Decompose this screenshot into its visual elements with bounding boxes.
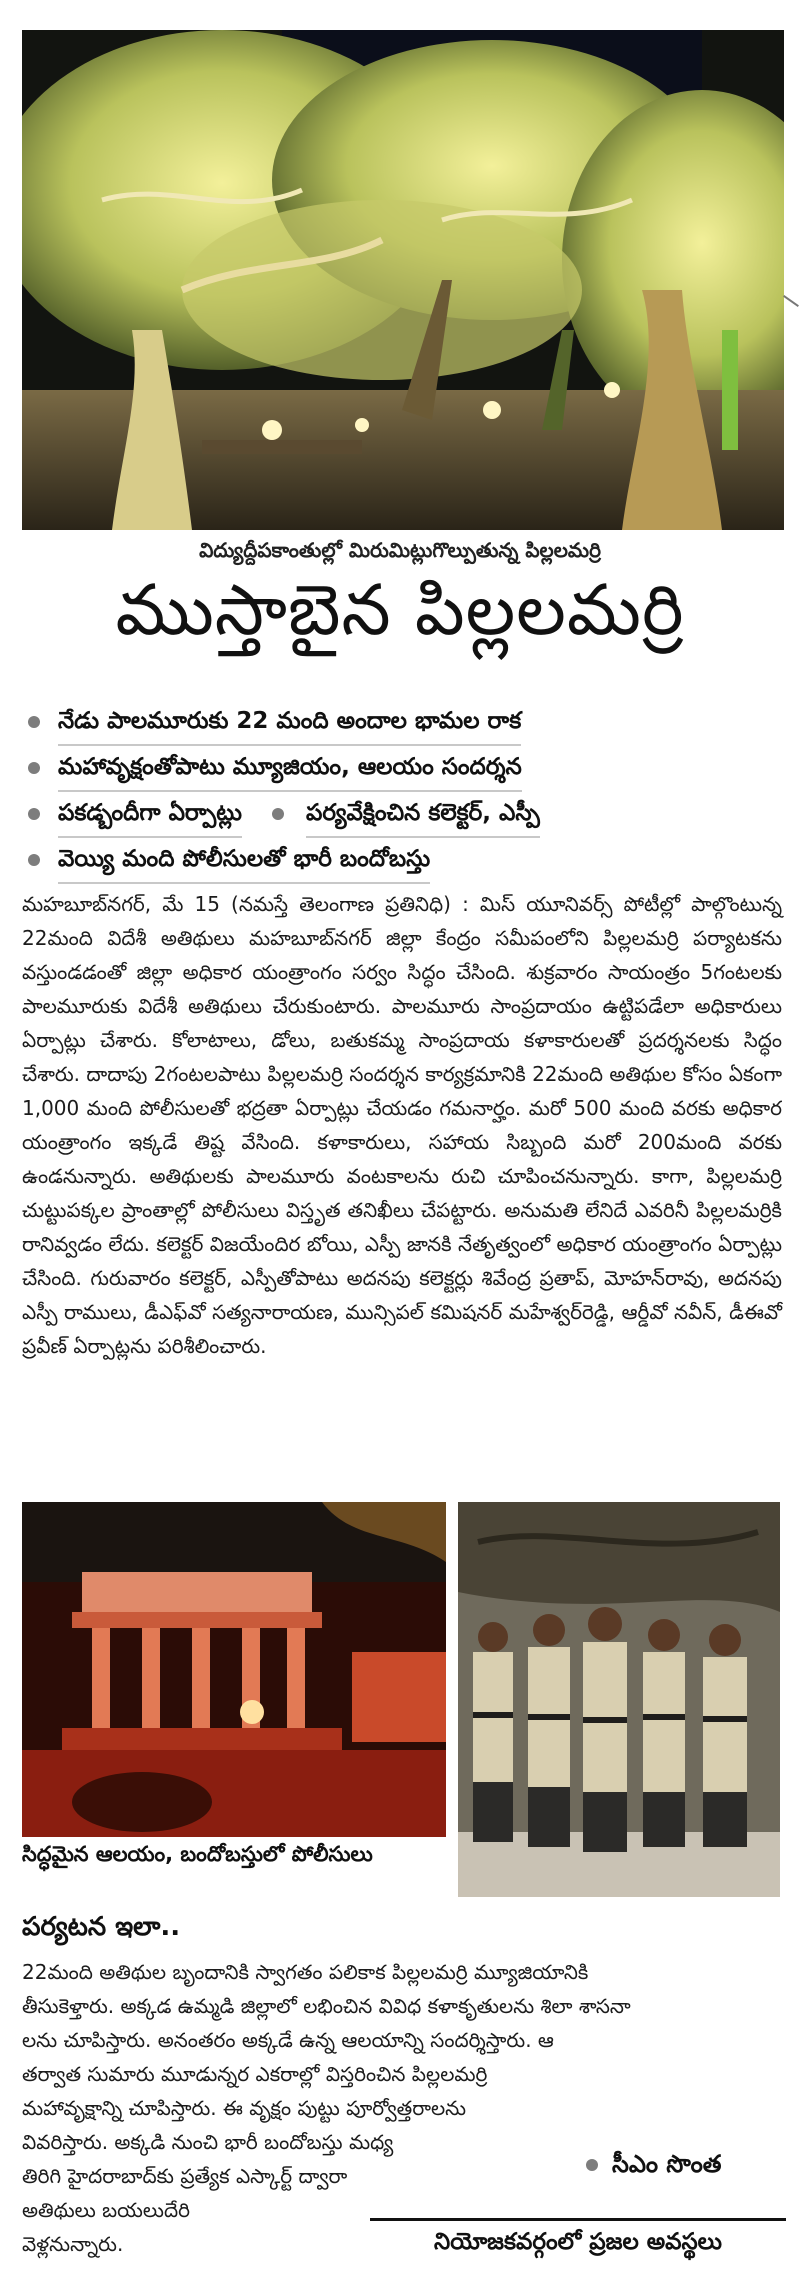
related-story-teaser: [586, 2150, 786, 2184]
bullet-item: [22, 838, 782, 884]
temple-photo-drawing: [22, 1502, 446, 1837]
photo-caption: సిద్ధమైన ఆలయం, బందోబస్తులో పోలీసులు: [22, 1842, 373, 1866]
bullet-item: [22, 792, 782, 838]
article-body: మహబూబ్‌నగర్, మే 15 (నమస్తే తెలంగాణ ప్రతినిధి) : మిస్ యూనివర్స్ పోటీల్లో పాల్గొంటున్న 22మంది విదేశీ అతిథులు మహబూబ్‌నగర్ జిల్లా కేంద్రం సమీపంలోని పిల్లలమర్రి పర్యాటకను వస్తుండడంతో జిల్లా అధికార యంత్రాంగం సర్వం సిద్ధం చేసింది. శుక్రవారం సాయంత్రం 5గంటలకు పాలమూరుకు విదేశీ అతిథులు చేరుకుంటారు. పాలమూరు సాంప్రదాయం ఉట్టిపడేలా అధికారులు ఏర్పాట్లు చేశారు. కోలాటాలు, డోలు, బతుకమ్మ సాంప్రదాయ కళాకారులతో ప్రదర్శనలకు సిద్ధం చేశారు. దాదాపు 2గంటలపాటు పిల్లలమర్రి సందర్శన కార్యక్రమానికి 22మంది అతిథుల కోసం ఏకంగా 1,000 మంది పోలీసులతో భద్రతా ఏర్పాట్లు చేయడం గమనార్హం. మరో 500 మంది వరకు అధికార యంత్రాంగం ఇక్కడే తిష్ట వేసింది. కళాకారులు, సహాయ సిబ్బంది మరో 200మంది వరకు ఉండనున్నారు. అతిథులకు పాలమూరు వంటకాలను రుచి చూపించనున్నారు. కాగా, పిల్లలమర్రి చుట్టుపక్కల ప్రాంతాల్లో పోలీసులు విస్తృత తనిఖీలు చేపట్టారు. అనుమతి లేనిదే ఎవరినీ పిల్లలమర్రికి రానివ్వడం లేదు. కలెక్టర్ విజయేందిర బోయి, ఎస్పీ జానకి నేతృత్వంలో అధికార యంత్రాంగం ఏర్పాట్లు చేసింది. గురువారం కలెక్టర్, ఎస్పీతోపాటు అదనపు కలెక్టర్లు శివేంద్ర ప్రతాప్, మోహన్‌రావు, అదనపు ఎస్పీ రాములు, డీఎఫ్‌వో సత్యనారాయణ, మున్సిపల్ కమిషనర్ మహేశ్వర్‌రెడ్డి, ఆర్డీవో నవీన్, డీఈవో ప్రవీణ్ ఏర్పాట్లను పరిశీలించారు.: [22, 892, 782, 1358]
bullet-text: వెయ్యి మంది పోలీసులతో భారీ బందోబస్తు: [58, 838, 430, 884]
bullet-dot-icon: [28, 716, 40, 728]
headline: ముస్తాబైన పిల్లలమర్రి: [115, 569, 685, 651]
bullet-text: పకడ్బందీగా ఏర్పాట్లు: [58, 792, 242, 838]
hero-photo-illuminated-banyan: [22, 30, 784, 530]
decorative-line: [783, 295, 799, 307]
bullet-dot-icon: [272, 808, 284, 820]
tour-body: [22, 1955, 722, 2261]
related-story-headline: నియోజకవర్గంలో ప్రజల అవస్థలు: [370, 2218, 786, 2263]
tour-line: మహావృక్షాన్ని చూపిస్తారు. ఈ వృక్షం పుట్టు పూర్వోత్తరాలను: [22, 2096, 467, 2120]
bullet-text: నేడు పాలమూరుకు 22 మంది అందాల భామల రాక: [58, 700, 521, 746]
bullet-dot-icon: [586, 2159, 598, 2171]
tour-line: తర్వాత సుమారు మూడున్నర ఎకరాల్లో విస్తరించిన పిల్లలమర్రి: [22, 2062, 488, 2086]
photo-police-personnel: [458, 1502, 780, 1897]
bullet-text: మహావృక్షంతోపాటు మ్యూజియం, ఆలయం సందర్శన: [58, 746, 522, 792]
tour-line: లను చూపిస్తారు. అనంతరం అక్కడే ఉన్న ఆలయాన్ని సందర్శిస్తారు. ఆ: [22, 2028, 554, 2052]
bullet-text: పర్యవేక్షించిన కలెక్టర్, ఎస్పీ: [306, 792, 540, 838]
hero-caption: విద్యుద్దీపకాంతుల్లో మిరుమిట్లుగొల్పుతున్న పిల్లలమర్రి: [199, 538, 601, 562]
tour-line: వివరిస్తారు. అక్కడి నుంచి భారీ బందోబస్తు మధ్య: [22, 2130, 394, 2154]
bullet-dot-icon: [28, 808, 40, 820]
bullet-dot-icon: [28, 854, 40, 866]
hero-photo-drawing: [22, 30, 784, 530]
tour-line: తిరిగి హైదరాబాద్‌కు ప్రత్యేక ఎస్కార్ట్ ద్వారా: [22, 2164, 348, 2188]
tour-line: అతిథులు బయలుదేరి: [22, 2198, 190, 2222]
bullet-dot-icon: [28, 762, 40, 774]
tour-line: తీసుకెళ్తారు. అక్కడ ఉమ్మడి జిల్లాలో లభించిన వివిధ కళాకృతులను శిలా శాసనా: [22, 1994, 631, 2018]
bullet-list: [22, 700, 782, 884]
bullet-item: [22, 700, 782, 746]
tour-line: 22మంది అతిథుల బృందానికి స్వాగతం పలికాక పిల్లలమర్రి మ్యూజియానికి: [22, 1960, 589, 1984]
tour-line: వెళ్లనున్నారు.: [22, 2232, 124, 2256]
photo-illuminated-temple: [22, 1502, 446, 1837]
related-story-label: సీఎం సొంత: [612, 2150, 722, 2178]
bullet-item: [22, 746, 782, 792]
tour-heading: పర్యటన ఇలా..: [22, 1912, 181, 1942]
police-photo-drawing: [458, 1502, 780, 1897]
